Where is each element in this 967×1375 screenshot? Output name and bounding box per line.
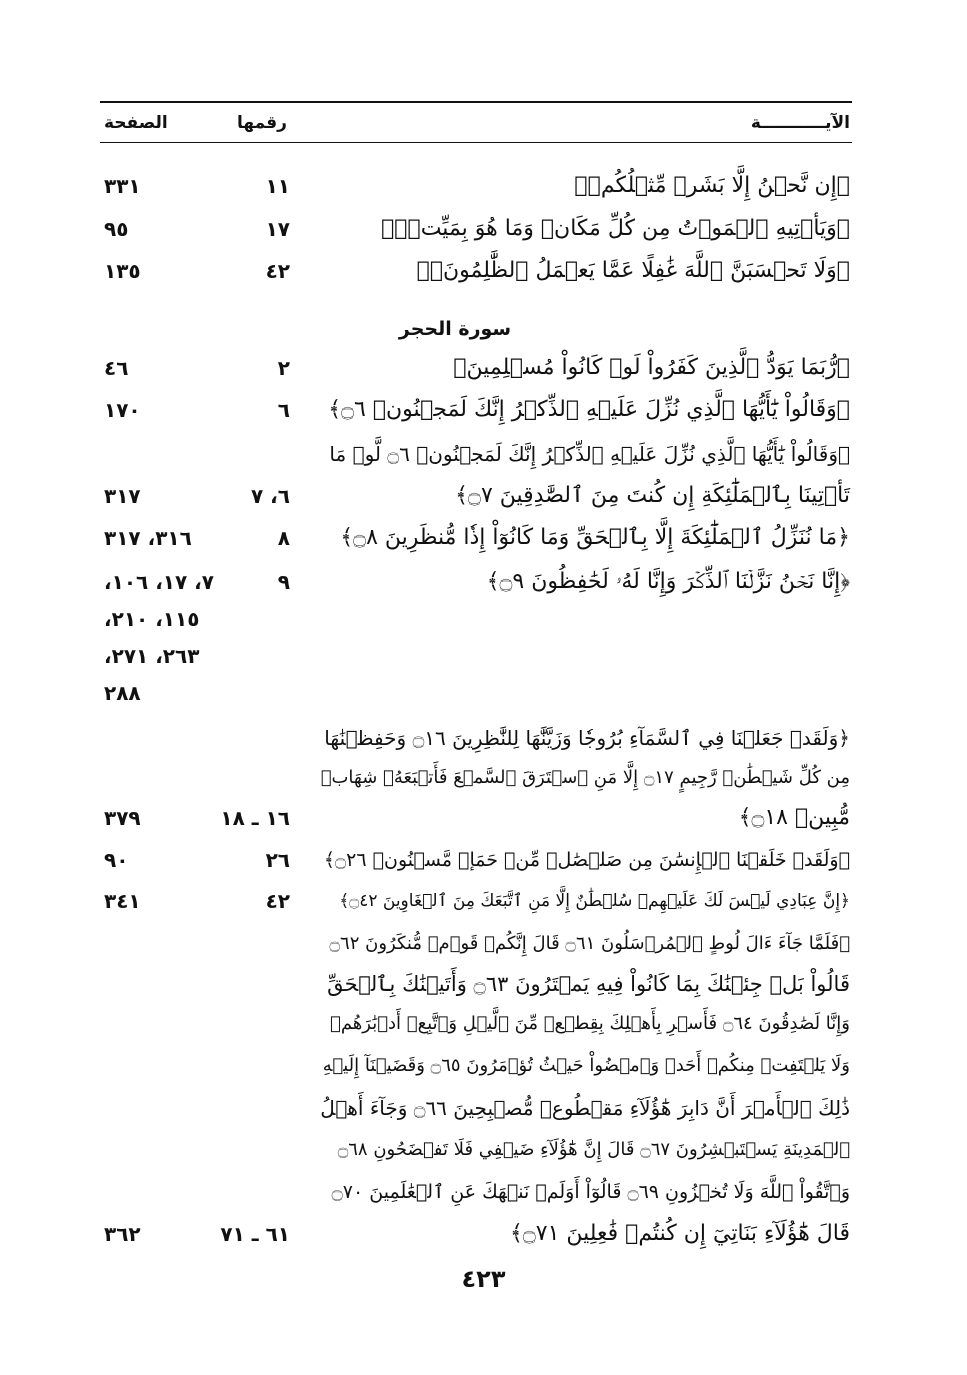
verse-number: ١١ <box>265 174 290 198</box>
verse-number: ١٧ <box>265 217 290 241</box>
verse-text: وَلَا يَلۡتَفِتۡ مِنكُمۡ أَحَدٞ وَٱمۡضُواْ حَيۡثُ تُؤۡمَرُونَ ۝٦٥ وَقَضَيۡنَآ إِلَيۡهِ <box>322 1055 850 1076</box>
verse-number: ٨ <box>277 526 290 550</box>
verse-text: ذَٰلِكَ ٱلۡأَمۡرَ أَنَّ دَابِرَ هَٰٓؤُلَآءِ مَقۡطُوعٞ مُّصۡبِحِينَ ۝٦٦ وَجَآءَ أَهۡلُ <box>320 1096 850 1120</box>
header-page-label: الصفحة <box>104 113 168 133</box>
verse-number: ٤٢ <box>265 889 290 913</box>
page-ref: ٣٦٢ <box>104 1222 141 1246</box>
verse-text: وَٱتَّقُواْ ٱللَّهَ وَلَا تُخۡزُونِ ۝٦٩ قَالُوٓاْ أَوَلَمۡ نَنۡهَكَ عَنِ ٱلۡعَٰلَمِينَ ۝٧٠ <box>331 1181 850 1203</box>
page-ref: ٣١٦، ٣١٧ <box>104 526 192 550</box>
verse-number: ١٦ ـ ١٨ <box>220 806 290 830</box>
page-ref: ١٣٥ <box>104 259 141 283</box>
page-ref: ٤٦ <box>104 356 129 380</box>
page-ref: ٢٦٣، ٢٧١، <box>104 644 200 668</box>
page-ref: ١٧٠ <box>104 398 141 422</box>
verse-text: قَالُواْ بَلۡ جِئۡنَٰكَ بِمَا كَانُواْ فِيهِ يَمۡتَرُونَ ۝٦٣ وَأَتَيۡنَٰكَ بِٱلۡحَقِّ <box>327 972 850 996</box>
header-number-label: رقمها <box>237 113 287 133</box>
page-ref: ٣٧٩ <box>104 806 141 830</box>
verse-text: ﴿وَلَقَدۡ خَلَقۡنَا ٱلۡإِنسَٰنَ مِن صَلۡصَٰلٖ مِّنۡ حَمَإٖ مَّسۡنُونٖ ۝٢٦﴾ <box>323 849 850 871</box>
verse-number: ٦ <box>277 398 290 422</box>
page-ref: ٧، ١٧، ١٠٦، <box>104 570 214 594</box>
verse-number: ٢٦ <box>265 848 290 872</box>
surah-title: سورة الحجر <box>398 318 512 340</box>
verse-text: ﴿وَيَأۡتِيهِ ٱلۡمَوۡتُ مِن كُلِّ مَكَانٖ وَمَا هُوَ بِمَيِّتٖۖ﴾ <box>381 216 850 241</box>
header-verse-label: الآيـــــــــــة <box>750 113 850 133</box>
verse-text: ﴿رُّبَمَا يَوَدُّ ٱلَّذِينَ كَفَرُواْ لَوۡ كَانُواْ مُسۡلِمِينَ﴾ <box>453 355 850 380</box>
page-ref: ٩٥ <box>104 217 129 241</box>
top-rule <box>100 101 852 103</box>
verse-text: ﴿وَقَالُواْ يَٰٓأَيُّهَا ٱلَّذِي نُزِّلَ عَلَيۡهِ ٱلذِّكۡرُ إِنَّكَ لَمَجۡنُونٞ ۝٦﴾ <box>328 397 850 422</box>
verse-text: ﴿مَا نُنَزِّلُ ٱلۡمَلَٰٓئِكَةَ إِلَّا بِٱلۡحَقِّ وَمَا كَانُوٓاْ إِذٗا مُّنظَرِينَ ۝٨﴾ <box>340 525 850 550</box>
verse-number: ٦١ ـ ٧١ <box>220 1222 290 1246</box>
verse-text: ﴿إِنَّ عِبَادِي لَيۡسَ لَكَ عَلَيۡهِمۡ سُلۡطَٰنٌ إِلَّا مَنِ ٱتَّبَعَكَ مِنَ ٱلۡغَاوِينَ ۝٤٢﴾ <box>339 891 850 911</box>
verse-text: قَالَ هَٰٓؤُلَآءِ بَنَاتِيٓ إِن كُنتُمۡ فَٰعِلِينَ ۝٧١﴾ <box>509 1221 850 1246</box>
verse-text: ﴿وَلَا تَحۡسَبَنَّ ٱللَّهَ غَٰفِلًا عَمَّا يَعۡمَلُ ٱلظَّٰلِمُونَۚ﴾ <box>416 258 850 283</box>
page-ref: ٣٣١ <box>104 174 141 198</box>
page-ref: ٢٨٨ <box>104 681 141 705</box>
page-ref: ٣١٧ <box>104 484 141 508</box>
verse-text: ﴿إِن نَّحۡنُ إِلَّا بَشَرٞ مِّثۡلُكُمۡ﴾ <box>574 173 850 198</box>
verse-text: مُّبِينٞ ۝١٨﴾ <box>738 805 850 830</box>
verse-text: ٱلۡمَدِينَةِ يَسۡتَبۡشِرُونَ ۝٦٧ قَالَ إِنَّ هَٰٓؤُلَآءِ ضَيۡفِي فَلَا تَفۡضَحُونِ ۝٦٨ <box>337 1139 850 1160</box>
verse-number: ٢ <box>277 356 290 380</box>
page-number: ٤٢٣ <box>461 1265 506 1293</box>
verse-text: ﴿وَلَقَدۡ جَعَلۡنَا فِي ٱلسَّمَآءِ بُرُوجٗا وَزَيَّنَّٰهَا لِلنَّٰظِرِينَ ۝١٦ وَحَفِظۡنَٰهَا <box>324 726 850 750</box>
verse-text: ﴿فَلَمَّا جَآءَ ءَالَ لُوطٍ ٱلۡمُرۡسَلُونَ ۝٦١ قَالَ إِنَّكُمۡ قَوۡمٞ مُّنكَرُونَ ۝٦٢ <box>329 933 850 954</box>
page-ref: ٣٤١ <box>104 889 141 913</box>
verse-number: ٤٢ <box>265 259 290 283</box>
verse-text: وَإِنَّا لَصَٰدِقُونَ ۝٦٤ فَأَسۡرِ بِأَهۡلِكَ بِقِطۡعٖ مِّنَ ٱلَّيۡلِ وَٱتَّبِعۡ أَدۡبَٰرَهُمۡ <box>330 1013 850 1034</box>
verse-number: ٩ <box>277 570 290 594</box>
verse-text: تَأۡتِينَا بِٱلۡمَلَٰٓئِكَةِ إِن كُنتَ مِنَ ٱلصَّٰدِقِينَ ۝٧﴾ <box>455 483 850 508</box>
verse-text: مِن كُلِّ شَيۡطَٰنٖ رَّجِيمٍ ۝١٧ إِلَّا مَنِ ٱسۡتَرَقَ ٱلسَّمۡعَ فَأَتۡبَعَهُۥ شِهَابٞ <box>320 767 850 788</box>
page-ref: ١١٥، ٢١٠، <box>104 607 200 631</box>
verse-text: ﴿وَقَالُواْ يَٰٓأَيُّهَا ٱلَّذِي نُزِّلَ عَلَيۡهِ ٱلذِّكۡرُ إِنَّكَ لَمَجۡنُونٞ ۝٦ لَّوۡ مَا <box>329 442 850 466</box>
verse-text: ﴿إِنَّا نَحۡنُ نَزَّلۡنَا ٱلذِّكۡرَ وَإِنَّا لَهُۥ لَحَٰفِظُونَ ۝٩﴾ <box>486 569 850 594</box>
header-rule <box>100 142 852 143</box>
verse-number: ٦، ٧ <box>251 484 290 508</box>
page-ref: ٩٠ <box>104 848 129 872</box>
